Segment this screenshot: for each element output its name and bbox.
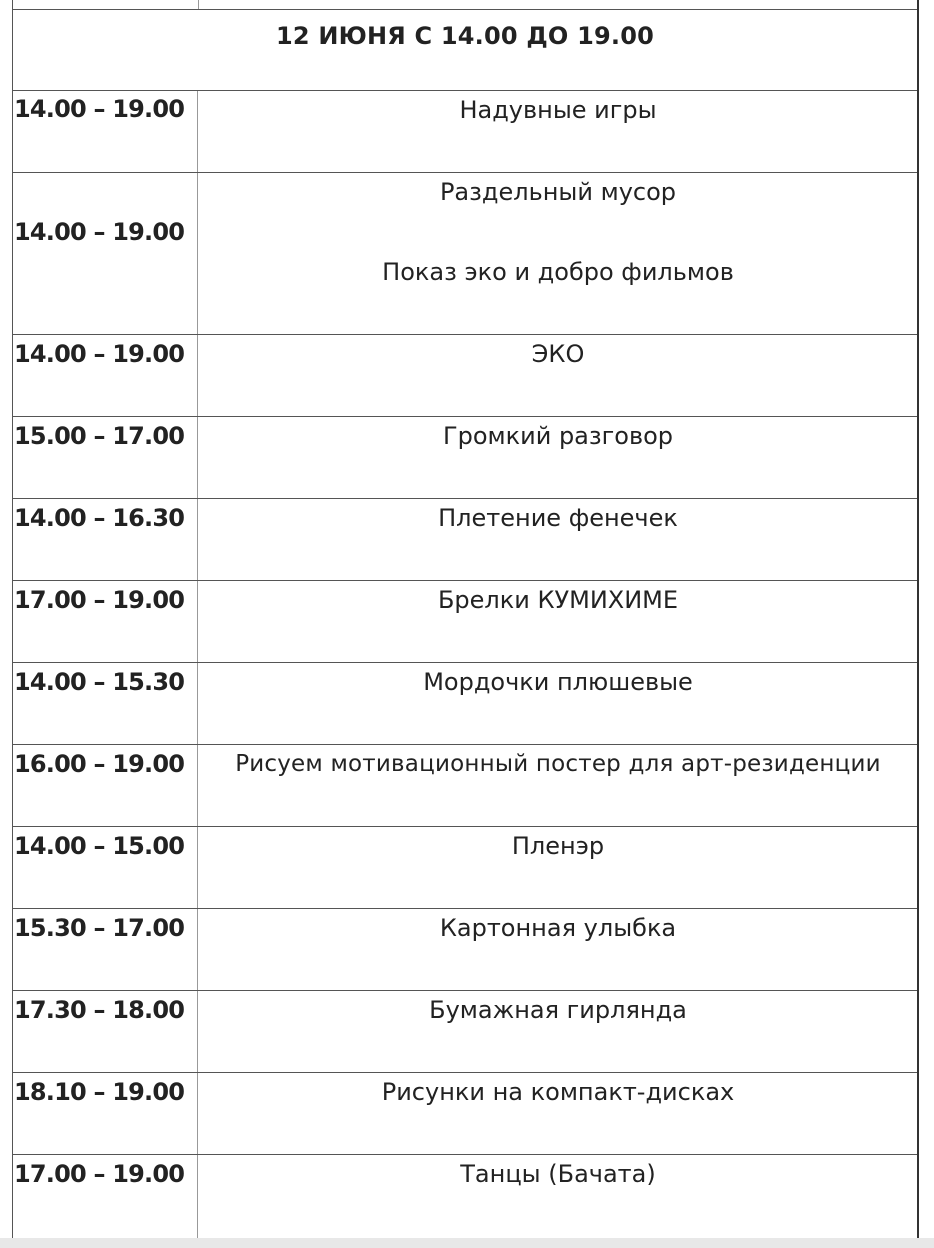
- time-cell: [13, 173, 198, 334]
- activity-name: Надувные игры: [459, 96, 657, 124]
- activity-cell: [199, 745, 917, 826]
- activity-cell: [199, 1073, 917, 1154]
- activity-cell: [199, 663, 917, 744]
- time-cell: [13, 91, 198, 172]
- time-range: 16.00 – 19.00: [14, 750, 185, 778]
- time-cell: [13, 1155, 198, 1238]
- activity-name: Плетение фенечек: [438, 504, 678, 532]
- table-row: [13, 335, 917, 417]
- time-cell: [13, 499, 198, 580]
- date-header: [13, 9, 917, 91]
- activity-cell: [199, 91, 917, 172]
- activity-cell: [199, 173, 917, 334]
- activity-cell: [199, 417, 917, 498]
- activity-cell: [199, 1155, 917, 1238]
- table-row: [13, 581, 917, 663]
- column-divider: [198, 0, 199, 9]
- activity-cell: [199, 991, 917, 1072]
- time-cell: [13, 663, 198, 744]
- time-range: 15.30 – 17.00: [14, 914, 185, 942]
- activity-name: Пленэр: [511, 832, 605, 860]
- time-range: 14.00 – 19.00: [14, 95, 185, 123]
- time-cell: [13, 417, 198, 498]
- time-cell: [13, 1073, 198, 1154]
- table-row: [13, 499, 917, 581]
- time-cell: [13, 745, 198, 826]
- time-range: 14.00 – 16.30: [14, 504, 185, 532]
- time-cell: [13, 335, 198, 416]
- table-row: [13, 909, 917, 991]
- activity-cell: [199, 499, 917, 580]
- table-row: [13, 173, 917, 335]
- table-row: [13, 827, 917, 909]
- activity-name: Громкий разговор: [442, 422, 674, 450]
- activity-name-secondary: Показ эко и добро фильмов: [382, 258, 734, 286]
- time-cell: [13, 991, 198, 1072]
- table-row: [13, 91, 917, 173]
- time-cell: [13, 909, 198, 990]
- date-header-title: 12 ИЮНЯ С 14.00 ДО 19.00: [275, 22, 655, 50]
- activity-name: Рисунки на компакт-дисках: [381, 1078, 735, 1106]
- table-row: [13, 1155, 917, 1238]
- activity-cell: [199, 335, 917, 416]
- schedule-table: [12, 0, 919, 1238]
- page-bottom-edge: [0, 1238, 934, 1248]
- activity-name: Мордочки плюшевые: [423, 668, 693, 696]
- time-range: 17.30 – 18.00: [14, 996, 185, 1024]
- activity-name: Бумажная гирлянда: [429, 996, 687, 1024]
- time-cell: [13, 581, 198, 662]
- time-range: 15.00 – 17.00: [14, 422, 185, 450]
- table-row: [13, 745, 917, 827]
- time-range: 14.00 – 15.00: [14, 832, 185, 860]
- time-range: 18.10 – 19.00: [14, 1078, 185, 1106]
- activity-name: Рисуем мотивационный постер для арт-резиденции: [235, 751, 881, 777]
- activity-name: Раздельный мусор: [439, 178, 677, 206]
- time-range: 14.00 – 15.30: [14, 668, 185, 696]
- time-cell: [13, 827, 198, 908]
- table-row: [13, 417, 917, 499]
- activity-name: Брелки КУМИХИМЕ: [437, 586, 679, 614]
- time-range: 14.00 – 19.00: [14, 218, 185, 246]
- table-row: [13, 991, 917, 1073]
- time-range: 17.00 – 19.00: [14, 1160, 185, 1188]
- activity-name: Танцы (Бачата): [460, 1160, 656, 1188]
- time-range: 14.00 – 19.00: [14, 340, 185, 368]
- activity-cell: [199, 581, 917, 662]
- table-row: [13, 663, 917, 745]
- activity-name: ЭКО: [531, 340, 585, 368]
- activity-name: Картонная улыбка: [439, 914, 677, 942]
- table-row: [13, 1073, 917, 1155]
- activity-cell: [199, 909, 917, 990]
- time-range: 17.00 – 19.00: [14, 586, 185, 614]
- activity-cell: [199, 827, 917, 908]
